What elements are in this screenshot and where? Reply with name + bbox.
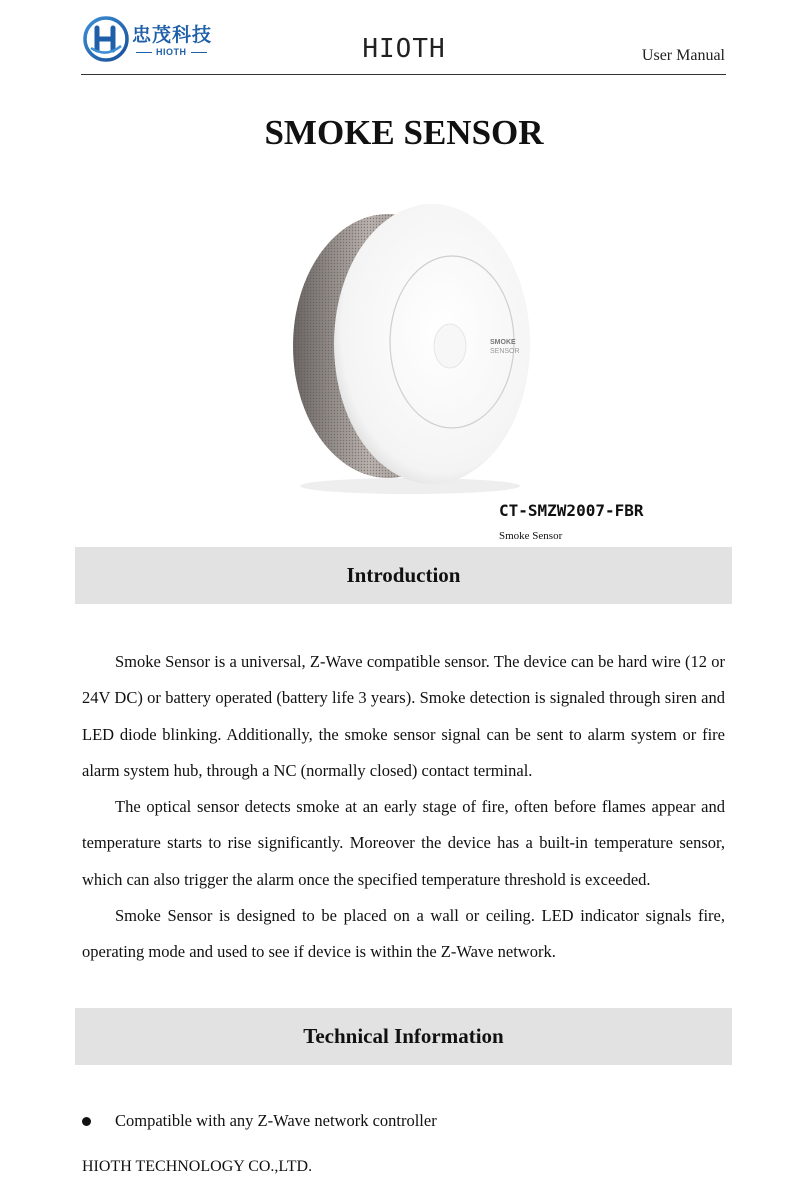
document-title: SMOKE SENSOR	[264, 113, 544, 152]
device-label-line1: SMOKE	[490, 339, 516, 346]
header-title: HIOTH	[362, 34, 446, 64]
model-code: CT-SMZW2007-FBR	[499, 501, 644, 520]
intro-paragraph: Smoke Sensor is a universal, Z-Wave compatible sensor. The device can be hard wire (12 or 24V DC) or battery operated (battery life 3 years). Smoke detection is signaled through siren and LED diode blinking. Additionally, the smoke sensor signal can be sent to alarm system or fire alarm system hub, through a NC (normally closed) contact terminal.	[82, 652, 725, 780]
device-label-line2: SENSOR	[490, 348, 520, 355]
smoke-sensor-photo	[270, 196, 550, 496]
section-heading-introduction: Introduction	[75, 547, 732, 604]
intro-paragraph: Smoke Sensor is designed to be placed on a wall or ceiling. LED indicator signals fire, operating mode and used to see if device is within the Z-Wave network.	[82, 906, 725, 962]
footer-company: HIOTH TECHNOLOGY CO.,LTD.	[82, 1158, 313, 1175]
introduction-body	[82, 644, 725, 971]
bullet-icon	[82, 1117, 91, 1126]
logo-chinese-text: 忠茂科技	[132, 24, 213, 46]
list-item	[82, 1111, 437, 1131]
header-divider	[81, 74, 726, 75]
intro-paragraph: The optical sensor detects smoke at an early stage of fire, often before flames appear and temperature starts to rise significantly. Moreover the device has a built-in temperature sensor, which can also trigger the alarm once the specified temperature threshold is exceeded.	[82, 797, 725, 889]
model-caption: Smoke Sensor	[499, 530, 563, 542]
logo-english-text: HIOTH	[132, 47, 211, 57]
header-doc-type: User Manual	[641, 47, 725, 64]
section-heading-technical: Technical Information	[75, 1008, 732, 1065]
tech-item-text: Compatible with any Z-Wave network controller	[115, 1111, 437, 1130]
